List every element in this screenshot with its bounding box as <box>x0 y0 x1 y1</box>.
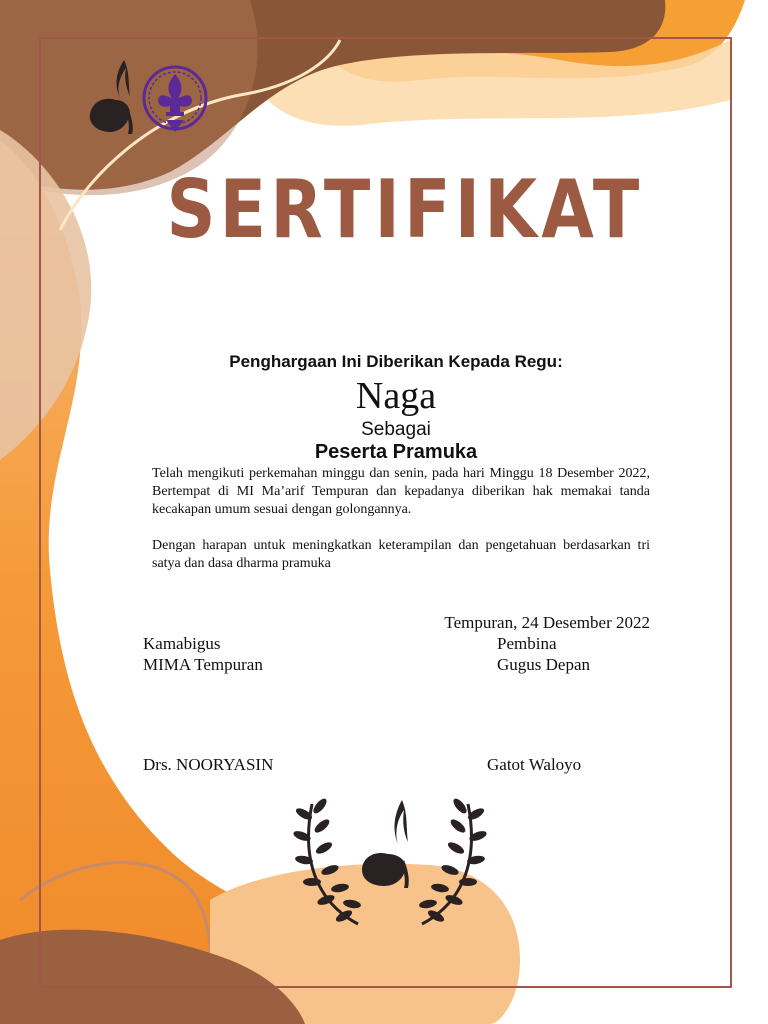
as-label: Sebagai <box>361 419 431 440</box>
award-subtitle: Penghargaan Ini Diberikan Kepada Regu: <box>229 352 563 371</box>
right-signer-position: Pembina <box>497 634 557 653</box>
left-signer-position: Kamabigus <box>143 634 221 653</box>
left-signer-unit: MIMA Tempuran <box>143 655 263 674</box>
laurel-wreath-tunas-kelapa-icon <box>290 784 490 934</box>
right-signer-unit: Gugus Depan <box>497 655 591 674</box>
recipient-role: Peserta Pramuka <box>314 441 478 463</box>
hope-paragraph: Dengan harapan untuk meningkatkan keterampilan dan pengetahuan berdasarkan tri satya dan dasa dharma pramuka <box>152 538 650 571</box>
right-signer-name: Gatot Waloyo <box>487 755 582 774</box>
emblem-top <box>86 58 210 142</box>
tunas-kelapa-icon <box>90 60 133 134</box>
place-date: Tempuran, 24 Desember 2022 <box>444 613 650 632</box>
certificate-title: SERTIFIKAT <box>166 163 644 256</box>
recipient-name: Naga <box>355 375 437 417</box>
left-signer-name: Drs. NOORYASIN <box>143 755 274 774</box>
world-scout-emblem-icon <box>144 67 206 132</box>
description-paragraph: Telah mengikuti perkemahan minggu dan senin, pada hari Minggu 18 Desember 2022, Bertempat di MI Ma’arif Tempuran dan kepadanya diberikan hak memakai tanda kecakapan umum sesuai dengan golongannya. <box>152 466 650 517</box>
